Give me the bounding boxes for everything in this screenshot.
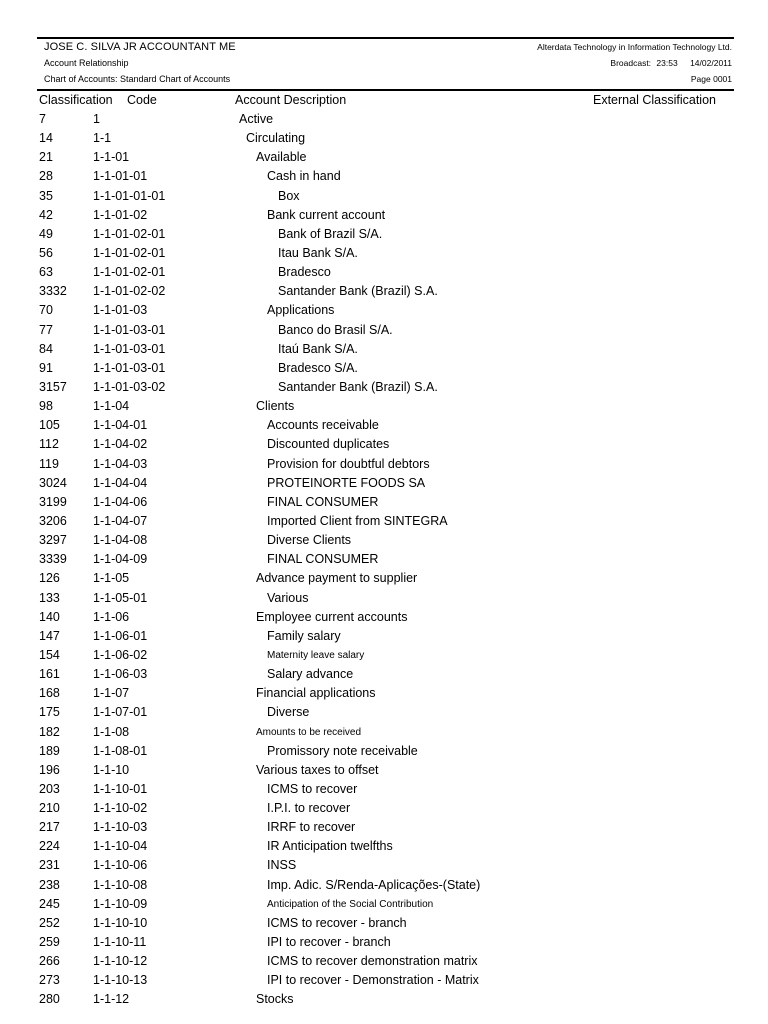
code-cell: 1-1-04-07	[93, 513, 148, 528]
account-row	[0, 397, 768, 416]
code-cell: 1-1-01-03-01	[93, 341, 166, 356]
description-cell: Available	[256, 150, 307, 165]
code-cell: 1-1-04-04	[93, 475, 148, 490]
account-row	[0, 435, 768, 454]
code-cell: 1-1-10-10	[93, 915, 148, 930]
description-cell: PROTEINORTE FOODS SA	[267, 475, 426, 490]
page-number: Page 0001	[690, 74, 732, 84]
column-header-description: Account Description	[235, 93, 347, 107]
description-cell: Active	[239, 112, 274, 126]
code-cell: 1-1-10-11	[93, 935, 147, 950]
code-cell: 1-1-01-02-01	[93, 245, 166, 260]
code-cell: 1-1-10-08	[93, 877, 148, 892]
classification-cell: 56	[39, 245, 53, 260]
account-row	[0, 933, 768, 952]
description-cell: Imported Client from SINTEGRA	[267, 513, 448, 528]
description-cell: Bank current account	[267, 207, 386, 222]
account-row	[0, 895, 768, 914]
account-row	[0, 206, 768, 225]
classification-cell: 63	[39, 265, 53, 280]
code-cell: 1-1-08-01	[93, 743, 148, 758]
classification-cell: 3157	[39, 379, 67, 394]
code-cell: 1-1-06-02	[93, 647, 148, 662]
description-cell: Promissory note receivable	[267, 743, 418, 758]
broadcast-date: 14/02/2011	[690, 58, 732, 68]
classification-cell: 280	[39, 992, 60, 1007]
classification-cell: 91	[39, 360, 53, 375]
description-cell: Imp. Adic. S/Renda-Aplicações-(State)	[267, 877, 481, 892]
classification-cell: 98	[39, 399, 53, 414]
code-cell: 1-1-08	[93, 724, 130, 739]
report-name: Account Relationship	[44, 58, 129, 68]
description-cell: Financial applications	[256, 686, 376, 701]
description-cell: Advance payment to supplier	[256, 571, 418, 586]
classification-cell: 182	[39, 724, 60, 739]
code-cell: 1-1-04-03	[93, 456, 148, 471]
description-cell: Amounts to be received	[256, 726, 362, 738]
description-cell: Stocks	[256, 992, 294, 1007]
description-cell: Bradesco S/A.	[278, 360, 358, 375]
description-cell: ICMS to recover	[267, 781, 358, 796]
code-cell: 1-1-01-01	[93, 169, 148, 184]
description-cell: Santander Bank (Brazil) S.A.	[278, 379, 438, 394]
description-cell: Box	[278, 188, 300, 203]
description-cell: Various taxes to offset	[256, 762, 379, 777]
classification-cell: 14	[39, 131, 53, 146]
description-cell: IPI to recover - branch	[267, 935, 391, 950]
description-cell: Anticipation of the Social Contribution	[267, 898, 434, 910]
chart-of-accounts-name: Chart of Accounts: Standard Chart of Accounts	[44, 74, 231, 84]
code-cell: 1-1-06	[93, 609, 130, 624]
code-cell: 1-1-04-08	[93, 533, 148, 548]
account-row	[0, 971, 768, 990]
code-cell: 1-1-10-12	[93, 954, 148, 969]
classification-cell: 3206	[39, 513, 67, 528]
account-row	[0, 359, 768, 378]
account-row	[0, 340, 768, 359]
code-cell: 1-1-10-03	[93, 820, 148, 835]
classification-cell: 273	[39, 973, 60, 988]
account-row	[0, 187, 768, 206]
description-cell: Banco do Brasil S/A.	[278, 322, 393, 337]
classification-cell: 133	[39, 590, 60, 605]
classification-cell: 105	[39, 418, 60, 433]
classification-cell: 126	[39, 571, 60, 586]
description-cell: ICMS to recover - branch	[267, 915, 407, 930]
classification-cell: 224	[39, 839, 60, 854]
account-row	[0, 569, 768, 588]
description-cell: Bank of Brazil S/A.	[278, 226, 383, 241]
classification-cell: 189	[39, 743, 60, 758]
code-cell: 1-1-10-13	[93, 973, 148, 988]
code-cell: 1	[93, 112, 100, 126]
description-cell: Employee current accounts	[256, 609, 408, 624]
code-cell: 1-1-01-02-01	[93, 265, 166, 280]
account-row	[0, 818, 768, 837]
classification-cell: 3332	[39, 284, 67, 299]
code-cell: 1-1-04-06	[93, 494, 148, 509]
column-header-code: Code	[127, 93, 157, 107]
account-row	[0, 244, 768, 263]
classification-cell: 154	[39, 647, 60, 662]
description-cell: Itau Bank S/A.	[278, 245, 358, 260]
broadcast-info	[537, 55, 732, 71]
account-row	[0, 665, 768, 684]
code-cell: 1-1-04-09	[93, 552, 148, 567]
code-cell: 1-1-04-02	[93, 437, 148, 452]
classification-cell: 140	[39, 609, 60, 624]
account-row	[0, 378, 768, 397]
code-cell: 1-1-01-03	[93, 303, 148, 318]
account-row	[0, 301, 768, 320]
code-cell: 1-1-10-02	[93, 801, 148, 816]
classification-cell: 231	[39, 858, 60, 873]
account-row	[0, 321, 768, 340]
account-row	[0, 761, 768, 780]
description-cell: Clients	[256, 399, 295, 414]
description-cell: IR Anticipation twelfths	[267, 839, 393, 854]
description-cell: Family salary	[267, 628, 341, 643]
code-cell: 1-1-04	[93, 399, 130, 414]
account-row	[0, 167, 768, 186]
classification-cell: 203	[39, 781, 60, 796]
account-row	[0, 474, 768, 493]
description-cell: Cash in hand	[267, 169, 341, 184]
classification-cell: 147	[39, 628, 60, 643]
classification-cell: 175	[39, 705, 60, 720]
code-cell: 1-1-01-02-01	[93, 226, 166, 241]
classification-cell: 196	[39, 762, 60, 777]
code-cell: 1-1	[93, 131, 112, 146]
code-cell: 1-1-12	[93, 992, 130, 1007]
code-cell: 1-1-10-01	[93, 781, 148, 796]
account-row	[0, 550, 768, 569]
account-row	[0, 914, 768, 933]
code-cell: 1-1-10-06	[93, 858, 148, 873]
account-row	[0, 148, 768, 167]
description-cell: Accounts receivable	[267, 418, 379, 433]
classification-cell: 3339	[39, 552, 67, 567]
classification-cell: 119	[39, 456, 59, 471]
account-row	[0, 723, 768, 742]
classification-cell: 3199	[39, 494, 67, 509]
code-cell: 1-1-01-02-02	[93, 284, 166, 299]
classification-cell: 238	[39, 877, 60, 892]
description-cell: ICMS to recover demonstration matrix	[267, 954, 478, 969]
classification-cell: 70	[39, 303, 53, 318]
classification-cell: 168	[39, 686, 60, 701]
description-cell: Bradesco	[278, 265, 331, 280]
description-cell: Circulating	[246, 131, 306, 146]
classification-cell: 252	[39, 915, 60, 930]
classification-cell: 245	[39, 896, 60, 911]
description-cell: Salary advance	[267, 667, 354, 682]
code-cell: 1-1-01-01-01	[93, 188, 166, 203]
description-cell: INSS	[267, 858, 297, 873]
description-cell: Diverse Clients	[267, 533, 352, 548]
account-row	[0, 627, 768, 646]
description-cell: Applications	[267, 303, 335, 318]
classification-cell: 259	[39, 935, 60, 950]
classification-cell: 210	[39, 801, 60, 816]
description-cell: Diverse	[267, 705, 310, 720]
classification-cell: 112	[39, 437, 59, 452]
description-cell: FINAL CONSUMER	[267, 552, 379, 567]
code-cell: 1-1-06-03	[93, 667, 148, 682]
account-row	[0, 684, 768, 703]
classification-cell: 217	[39, 820, 60, 835]
account-row	[0, 742, 768, 761]
account-row	[0, 129, 768, 148]
account-row	[0, 952, 768, 971]
description-cell: Itaú Bank S/A.	[278, 341, 358, 356]
classification-cell: 77	[39, 322, 53, 337]
description-cell: I.P.I. to recover	[267, 801, 351, 816]
code-cell: 1-1-01-03-01	[93, 360, 166, 375]
code-cell: 1-1-01-02	[93, 207, 148, 222]
code-cell: 1-1-01-03-02	[93, 379, 166, 394]
account-row	[0, 589, 768, 608]
classification-cell: 35	[39, 188, 53, 203]
classification-cell: 3024	[39, 475, 67, 490]
description-cell: Various	[267, 590, 309, 605]
code-cell: 1-1-10	[93, 762, 130, 777]
account-row	[0, 282, 768, 301]
account-row	[0, 263, 768, 282]
description-cell: IPI to recover - Demonstration - Matrix	[267, 973, 479, 988]
account-row	[0, 799, 768, 818]
description-cell: FINAL CONSUMER	[267, 494, 379, 509]
account-row	[0, 990, 768, 1009]
account-row	[0, 531, 768, 550]
broadcast-time: 23:53	[656, 58, 678, 68]
code-cell: 1-1-10-09	[93, 896, 148, 911]
column-header-external-classification: External Classification	[593, 93, 716, 107]
code-cell: 1-1-01	[93, 150, 130, 165]
account-row	[0, 703, 768, 722]
code-cell: 1-1-07	[93, 686, 130, 701]
description-cell: Discounted duplicates	[267, 437, 390, 452]
report-header-left	[44, 39, 236, 87]
account-row	[0, 512, 768, 531]
account-row	[0, 856, 768, 875]
code-cell: 1-1-01-03-01	[93, 322, 166, 337]
account-row	[0, 876, 768, 895]
classification-cell: 7	[39, 112, 46, 126]
report-header-right	[537, 39, 732, 87]
account-row	[0, 493, 768, 512]
classification-cell: 84	[39, 341, 53, 356]
account-row	[0, 646, 768, 665]
classification-cell: 42	[39, 207, 53, 222]
description-cell: Provision for doubtful debtors	[267, 456, 430, 471]
classification-cell: 28	[39, 169, 53, 184]
description-cell: Santander Bank (Brazil) S.A.	[278, 284, 438, 299]
classification-cell: 21	[39, 150, 53, 165]
description-cell: Maternity leave salary	[267, 649, 365, 661]
code-cell: 1-1-04-01	[93, 418, 148, 433]
accounts-table	[0, 110, 768, 1010]
account-row	[0, 110, 768, 129]
broadcast-label: Broadcast:	[610, 58, 652, 68]
code-cell: 1-1-05	[93, 571, 130, 586]
account-row	[0, 780, 768, 799]
account-row	[0, 416, 768, 435]
description-cell: IRRF to recover	[267, 820, 356, 835]
account-row	[0, 608, 768, 627]
vendor-name: Alterdata Technology in Information Technology Ltd.	[537, 42, 732, 52]
account-row	[0, 837, 768, 856]
column-header-classification: Classification	[39, 93, 113, 107]
code-cell: 1-1-05-01	[93, 590, 148, 605]
classification-cell: 266	[39, 954, 60, 969]
classification-cell: 3297	[39, 533, 67, 548]
classification-cell: 161	[39, 667, 60, 682]
account-row	[0, 225, 768, 244]
code-cell: 1-1-07-01	[93, 705, 148, 720]
account-row	[0, 455, 768, 474]
company-name: JOSE C. SILVA JR ACCOUNTANT ME	[44, 41, 236, 53]
code-cell: 1-1-10-04	[93, 839, 148, 854]
classification-cell: 49	[39, 226, 53, 241]
code-cell: 1-1-06-01	[93, 628, 148, 643]
